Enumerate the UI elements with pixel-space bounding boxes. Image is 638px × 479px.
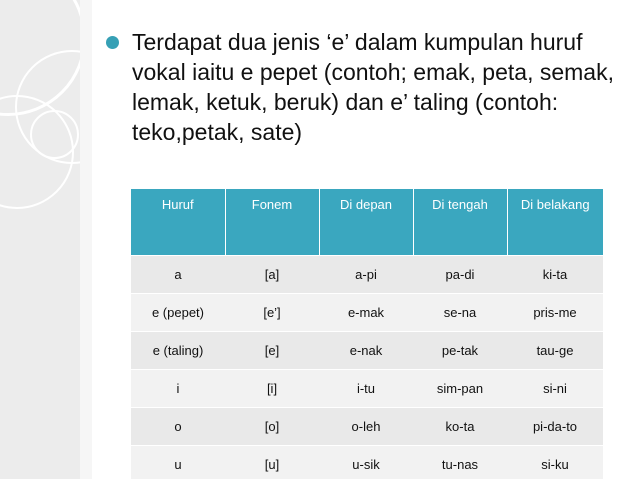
table-row: [131, 256, 603, 294]
table-row: [131, 408, 603, 446]
cell-di-depan: a-pi: [319, 256, 413, 294]
cell-di-depan: o-leh: [319, 408, 413, 446]
cell-huruf: a: [131, 256, 225, 294]
cell-fonem: [o]: [225, 408, 319, 446]
table-row: [131, 294, 603, 332]
table-header-row: [131, 189, 603, 256]
cell-di-depan: e-mak: [319, 294, 413, 332]
cell-di-tengah: pa-di: [413, 256, 507, 294]
cell-fonem: [e’]: [225, 294, 319, 332]
cell-di-belakang: pi-da-to: [507, 408, 603, 446]
cell-di-depan: i-tu: [319, 370, 413, 408]
header-di-tengah: Di tengah: [413, 189, 507, 256]
cell-di-tengah: ko-ta: [413, 408, 507, 446]
cell-di-tengah: se-na: [413, 294, 507, 332]
vowel-table: [131, 189, 603, 479]
cell-huruf: o: [131, 408, 225, 446]
decorative-side-band: [0, 0, 80, 479]
cell-di-belakang: tau-ge: [507, 332, 603, 370]
cell-huruf: u: [131, 446, 225, 479]
header-di-depan: Di depan: [319, 189, 413, 256]
cell-di-belakang: ki-ta: [507, 256, 603, 294]
table-row: [131, 370, 603, 408]
cell-fonem: [u]: [225, 446, 319, 479]
table-row: [131, 332, 603, 370]
cell-huruf: e (pepet): [131, 294, 225, 332]
header-fonem: Fonem: [225, 189, 319, 256]
side-divider: [80, 0, 92, 479]
cell-di-belakang: pris-me: [507, 294, 603, 332]
cell-huruf: i: [131, 370, 225, 408]
cell-fonem: [e]: [225, 332, 319, 370]
cell-di-tengah: pe-tak: [413, 332, 507, 370]
cell-di-tengah: tu-nas: [413, 446, 507, 479]
cell-di-depan: u-sik: [319, 446, 413, 479]
bullet-text: Terdapat dua jenis ‘e’ dalam kumpulan huruf vokal iaitu e pepet (contoh; emak, peta, semak, lemak, ketuk, beruk) dan e’ taling (contoh: teko,petak, sate): [132, 29, 614, 145]
table-row: [131, 446, 603, 479]
cell-fonem: [i]: [225, 370, 319, 408]
cell-di-depan: e-nak: [319, 332, 413, 370]
header-huruf: Huruf: [131, 189, 225, 256]
cell-fonem: [a]: [225, 256, 319, 294]
decorative-ring: [30, 110, 79, 159]
bullet-dot-icon: [106, 36, 119, 49]
cell-di-belakang: si-ni: [507, 370, 603, 408]
cell-di-tengah: sim-pan: [413, 370, 507, 408]
cell-di-belakang: si-ku: [507, 446, 603, 479]
header-di-belakang: Di belakang: [507, 189, 603, 256]
cell-huruf: e (taling): [131, 332, 225, 370]
